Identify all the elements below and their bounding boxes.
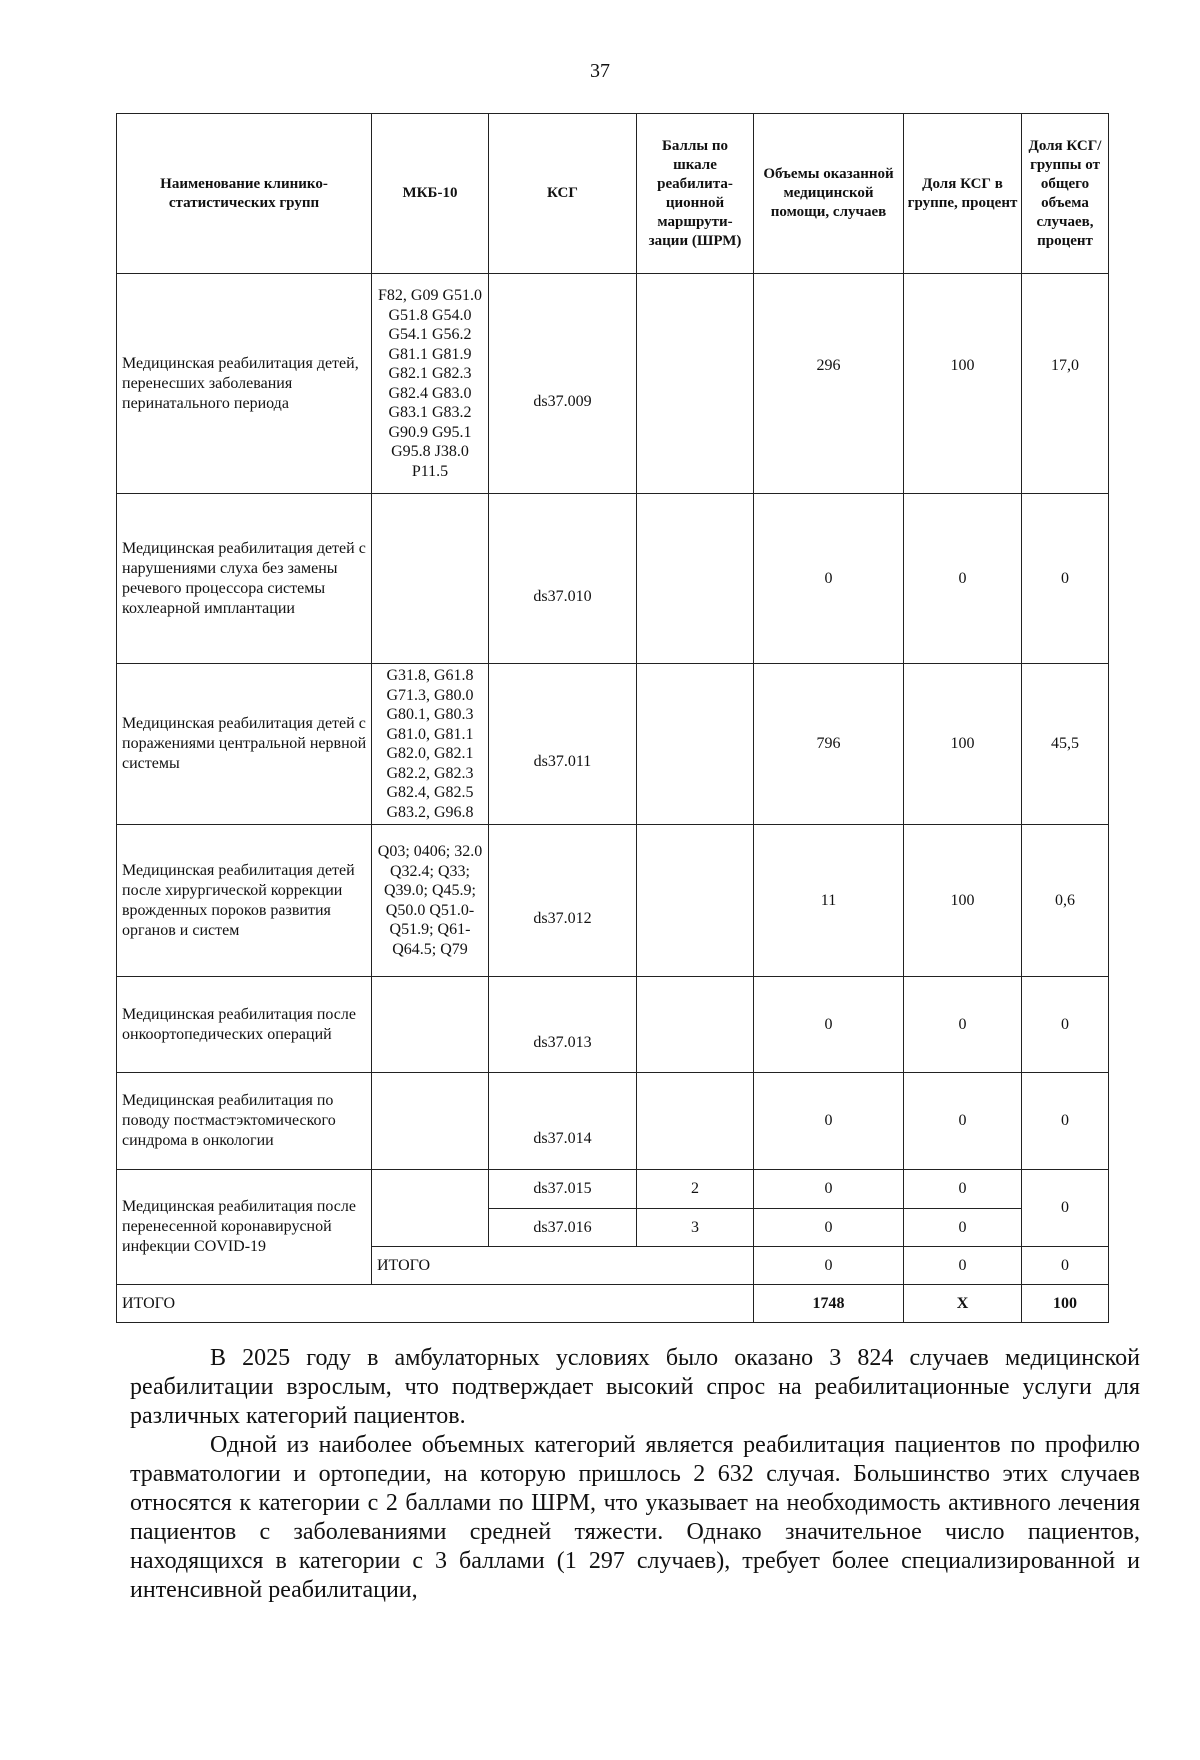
header-cell: Доля КСГ/ группы от общего объема случаев, процент [1022,114,1109,274]
paragraph: Одной из наиболее объемных категорий является реабилитация пациентов по профилю травматологии и ортопедии, на которую пришлось 2 632 случая. Большинство этих случаев относятся к категории с 2 баллами по ШРМ, что указывает на необходимость активного лечения пациентов с заболеваниями средней тяжести. Однако значительное число пациентов, находящихся в категории с 3 баллами (1 297 случаев), требует более специализированной и интенсивной реабилитации, [130,1432,1140,1603]
ksg-code: ds37.010 [533,587,592,605]
shrm-cell: 2 [637,1170,754,1209]
share-total-cell: 0 [1022,494,1109,664]
volume-cell [754,274,904,494]
share-group-value: 100 [950,356,975,374]
mkb-cell: Q03; 0406; 32.0 Q32.4; Q33; Q39.0; Q45.9; Q50.0 Q51.0-Q51.9; Q61-Q64.5; Q79 [372,825,489,977]
header-cell: Баллы по шкале реабилита-ционной маршрути-зации (ШРМ) [637,114,754,274]
group-name-cell: Медицинская реабилитация детей, перенесших заболевания перинатального периода [117,274,372,494]
mkb-cell [372,977,489,1073]
share-group-cell: 0 [904,494,1022,664]
table-header-row [117,114,1109,274]
shrm-cell [637,977,754,1073]
paragraph: В 2025 году в амбулаторных условиях было оказано 3 824 случаев медицинской реабилитации взрослым, что подтверждает высокий спрос на реабилитационные услуги для различных категорий пациентов. [130,1345,1140,1429]
mkb-cell: G31.8, G61.8 G71.3, G80.0 G80.1, G80.3 G81.0, G81.1 G82.0, G82.1 G82.2, G82.3 G82.4, G82.5 G83.2, G96.8 [372,664,489,825]
share-total-cell: 0,6 [1022,825,1109,977]
share-total-cell: 0 [1022,1073,1109,1170]
group-name-cell: Медицинская реабилитация детей с поражениями центральной нервной системы [117,664,372,825]
volume-cell: 796 [754,664,904,825]
share-total-cell: 0 [1022,977,1109,1073]
table-row [117,274,1109,494]
shrm-cell: 3 [637,1209,754,1247]
share-group-cell: 0 [904,1247,1022,1285]
rehab-table [116,113,1109,1323]
share-total-value: 17,0 [1051,356,1079,374]
shrm-cell [637,664,754,825]
ksg-code: ds37.014 [533,1130,592,1147]
shrm-cell [637,825,754,977]
mkb-cell: F82, G09 G51.0 G51.8 G54.0 G54.1 G56.2 G81.1 G81.9 G82.1 G82.3 G82.4 G83.0 G83.1 G83.2 G90.9 G95.1 G95.8 J38.0 P11.5 [372,274,489,494]
header-cell: Доля КСГ в группе, процент [904,114,1022,274]
page-number: 37 [590,60,610,82]
table-row [117,494,1109,664]
header-cell: КСГ [489,114,637,274]
share-group-cell: 0 [904,977,1022,1073]
ksg-cell [489,825,637,977]
share-total-cell: 45,5 [1022,664,1109,825]
share-group-cell: 0 [904,1170,1022,1209]
total-share-group-cell: Х [904,1285,1022,1323]
header-cell: Объемы оказанной медицинской помощи, случаев [754,114,904,274]
volume-value: 296 [816,356,841,374]
ksg-code: ds37.013 [533,1033,592,1051]
subtotal-label: ИТОГО [372,1247,754,1285]
ksg-cell: ds37.016 [489,1209,637,1247]
mkb-cell [372,1170,489,1247]
share-group-cell: 0 [904,1209,1022,1247]
total-label: ИТОГО [117,1285,754,1323]
ksg-cell [489,1073,637,1170]
share-total-cell: 0 [1022,1247,1109,1285]
shrm-cell [637,1073,754,1170]
group-name-cell: Медицинская реабилитация после онкоортопедических операций [117,977,372,1073]
group-name-cell: Медицинская реабилитация после перенесенной коронавирусной инфекции COVID-19 [117,1170,372,1285]
group-name-cell: Медицинская реабилитация детей с нарушениями слуха без замены речевого процессора системы кохлеарной имплантации [117,494,372,664]
mkb-cell [372,494,489,664]
share-total-cell: 0 [1022,1170,1109,1247]
share-group-cell [904,274,1022,494]
ksg-code: ds37.012 [533,909,592,927]
mkb-cell [372,1073,489,1170]
header-cell: МКБ-10 [372,114,489,274]
share-group-cell: 100 [904,664,1022,825]
volume-cell: 0 [754,1247,904,1285]
table-row [117,1073,1109,1170]
group-name-cell: Медицинская реабилитация по поводу постмастэктомического синдрома в онкологии [117,1073,372,1170]
volume-cell: 0 [754,1209,904,1247]
ksg-cell [489,494,637,664]
ksg-cell [489,274,637,494]
volume-cell: 0 [754,1170,904,1209]
volume-cell: 0 [754,494,904,664]
total-share-total-cell: 100 [1022,1285,1109,1323]
ksg-cell [489,664,637,825]
table-row-covid-1 [117,1170,1109,1209]
volume-cell: 11 [754,825,904,977]
shrm-cell [637,494,754,664]
header-cell: Наименование клинико-статистических групп [117,114,372,274]
total-volume-cell: 1748 [754,1285,904,1323]
ksg-code: ds37.011 [533,753,592,770]
ksg-cell [489,977,637,1073]
table-row [117,664,1109,825]
ksg-code: ds37.009 [533,392,592,410]
table-total-row [117,1285,1109,1323]
rehab-table-container [116,113,1108,1323]
ksg-cell: ds37.015 [489,1170,637,1209]
group-name-cell: Медицинская реабилитация детей после хирургической коррекции врожденных пороков развития органов и систем [117,825,372,977]
table-row [117,977,1109,1073]
share-group-cell: 100 [904,825,1022,977]
shrm-cell [637,274,754,494]
table-row [117,825,1109,977]
volume-cell: 0 [754,977,904,1073]
volume-cell: 0 [754,1073,904,1170]
body-text [130,1344,1140,1605]
share-group-cell: 0 [904,1073,1022,1170]
share-total-cell [1022,274,1109,494]
